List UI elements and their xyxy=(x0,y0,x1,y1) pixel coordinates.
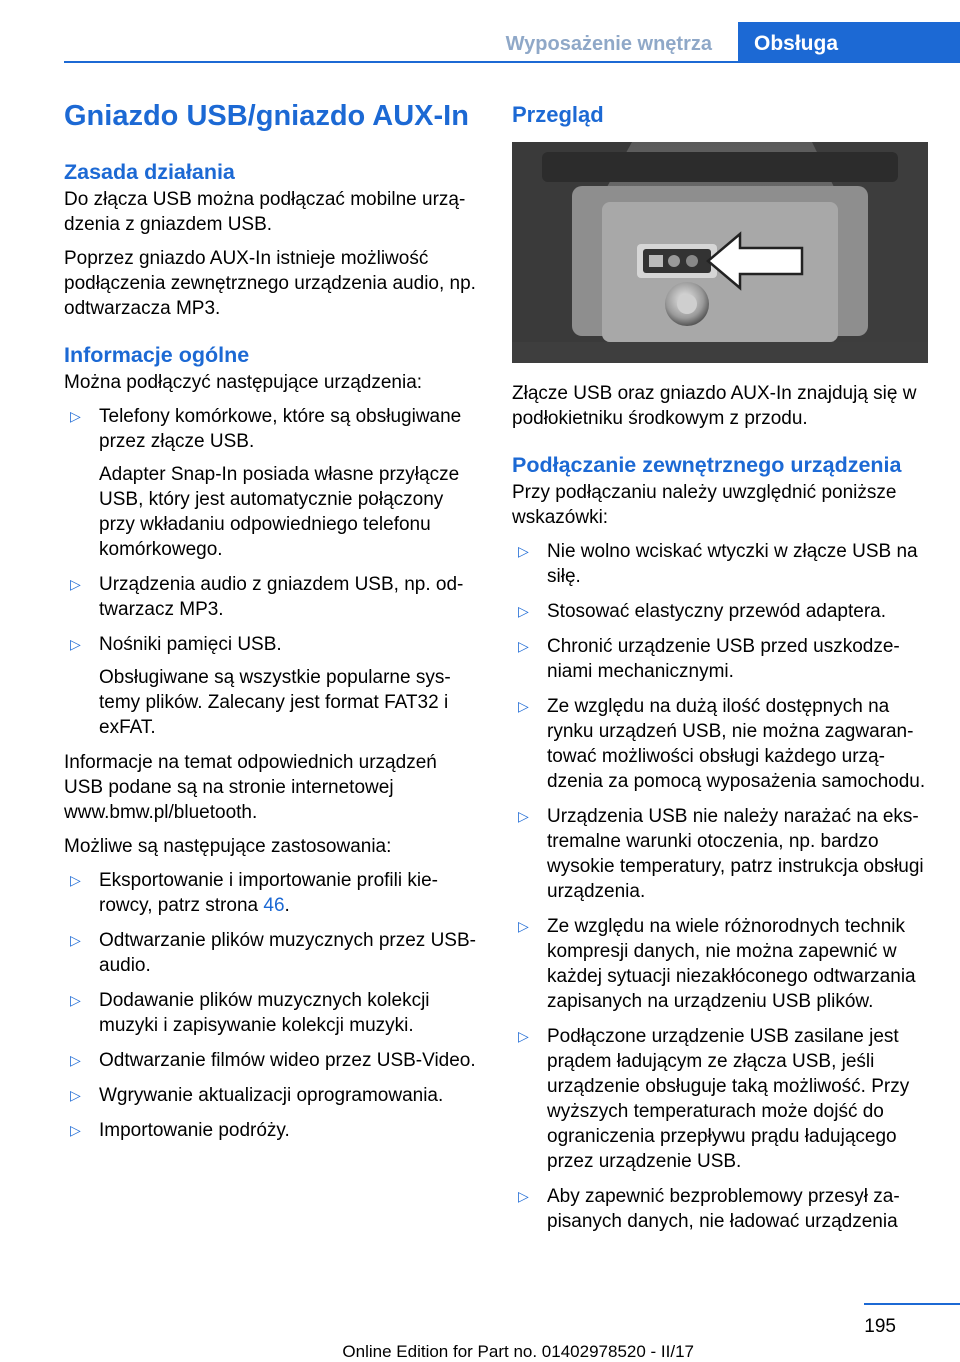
bullet-triangle-icon: ▷ xyxy=(70,408,81,424)
list-item xyxy=(64,1118,478,1143)
heading-general-info: Informacje ogólne xyxy=(64,343,250,367)
bullet-triangle-icon: ▷ xyxy=(70,1052,81,1068)
list-item xyxy=(512,1024,928,1174)
page-number: 195 xyxy=(864,1316,896,1337)
bullet-triangle-icon: ▷ xyxy=(518,1028,529,1044)
left-column xyxy=(64,100,478,1153)
list-item xyxy=(64,988,478,1038)
list-item-text: Dodawanie plików muzycznych kolekcji muzyki i zapisywanie kolekcji muzyki. xyxy=(99,990,430,1036)
usb-aux-port-photo xyxy=(512,142,928,363)
list-item xyxy=(64,1083,478,1108)
bullet-triangle-icon: ▷ xyxy=(518,638,529,654)
bullet-triangle-icon: ▷ xyxy=(70,636,81,652)
list-item-text: Urządzenia USB nie należy narażać na ekstremalne warunki otoczenia, np. bardzo wysokie temperatury, patrz instrukcja obsługi urządzenia. xyxy=(547,806,924,902)
list-item-end: . xyxy=(284,895,290,916)
general-intro: Można podłączyć następujące urządzenia: xyxy=(64,372,423,393)
edition-note: Online Edition for Part no. 01402978520 - II/17 xyxy=(342,1342,694,1361)
list-item-text: Wgrywanie aktualizacji oprogramowania. xyxy=(99,1085,444,1106)
list-item xyxy=(64,928,478,978)
heading-principle: Zasada działania xyxy=(64,160,235,184)
principle-paragraph-1: Do złącza USB można podłączać mobilne urządzenia z gniazdem USB. xyxy=(64,189,466,235)
list-item-text: Urządzenia audio z gniazdem USB, np. odtwarzacz MP3. xyxy=(99,574,464,620)
list-item-text: Importowanie podróży. xyxy=(99,1120,290,1141)
tips-list xyxy=(512,539,928,1234)
connect-intro: Przy podłączaniu należy uwzględnić poniższe wskazówki: xyxy=(512,482,897,528)
bullet-triangle-icon: ▷ xyxy=(518,603,529,619)
list-item xyxy=(64,868,478,918)
list-item xyxy=(64,404,478,562)
list-item xyxy=(512,539,928,589)
device-list xyxy=(64,404,478,740)
list-item-text: Eksportowanie i importowanie profili kierowcy, patrz strona xyxy=(99,870,438,916)
bullet-triangle-icon: ▷ xyxy=(70,1087,81,1103)
list-item xyxy=(512,694,928,794)
list-item xyxy=(64,632,478,740)
page-reference-link[interactable]: 46 xyxy=(263,895,285,916)
heading-overview: Przegląd xyxy=(512,102,604,127)
header-tab-label: Obsługa xyxy=(738,22,960,63)
header-rule xyxy=(64,61,960,63)
list-item-text: Nośniki pamięci USB. xyxy=(99,634,282,655)
bullet-triangle-icon: ▷ xyxy=(70,576,81,592)
bullet-triangle-icon: ▷ xyxy=(70,992,81,1008)
bullet-triangle-icon: ▷ xyxy=(518,808,529,824)
photo-caption: Złącze USB oraz gniazdo AUX-In znajdują się w podłokietniku środkowym z przodu. xyxy=(512,383,917,429)
principle-paragraph-2: Poprzez gniazdo AUX-In istnieje możliwość podłączenia zewnętrznego urządzenia audio, np. odtwarzacza MP3. xyxy=(64,248,476,319)
page-title: Gniazdo USB/gniazdo AUX-In xyxy=(64,100,469,132)
bullet-triangle-icon: ▷ xyxy=(518,543,529,559)
list-item xyxy=(512,914,928,1014)
applications-list xyxy=(64,868,478,1143)
applications-intro: Możliwe są następujące zastosowania: xyxy=(64,836,392,857)
list-item-text: Aby zapewnić bezproblemowy przesył zapisanych danych, nie ładować urządzenia xyxy=(547,1186,900,1232)
list-item-text: Nie wolno wciskać wtyczki w złącze USB na siłę. xyxy=(547,541,918,587)
bullet-triangle-icon: ▷ xyxy=(70,1122,81,1138)
list-item-note: Obsługiwane są wszystkie popularne systemy plików. Zalecany jest format FAT32 i exFAT. xyxy=(99,667,451,738)
bullet-triangle-icon: ▷ xyxy=(70,932,81,948)
info-paragraph: Informacje na temat odpowiednich urządzeń USB podane są na stronie internetowej www.bmw.pl/bluetooth. xyxy=(64,752,437,823)
header-section-title: Wyposażenie wnętrza xyxy=(505,33,712,55)
bullet-triangle-icon: ▷ xyxy=(518,698,529,714)
list-item xyxy=(512,634,928,684)
bullet-triangle-icon: ▷ xyxy=(518,1188,529,1204)
list-item-note: Adapter Snap-In posiada własne przyłącze USB, który jest automatycznie połączony przy wkładaniu odpowiedniego telefonu komórkowego. xyxy=(99,464,460,560)
list-item xyxy=(512,599,928,624)
list-item xyxy=(512,1184,928,1234)
list-item xyxy=(64,572,478,622)
list-item-text: Telefony komórkowe, które są obsługiwane przez złącze USB. xyxy=(99,406,462,452)
list-item-text: Ze względu na dużą ilość dostępnych na rynku urządzeń USB, nie można zagwarantować możliwości obsługi każdego urządzenia za pomocą wyposażenia samochodu. xyxy=(547,696,926,792)
list-item-text: Odtwarzanie filmów wideo przez USB-Video. xyxy=(99,1050,476,1071)
list-item-text: Chronić urządzenie USB przed uszkodzeniami mechanicznymi. xyxy=(547,636,900,682)
right-column xyxy=(512,100,928,1244)
list-item-text: Stosować elastyczny przewód adaptera. xyxy=(547,601,887,622)
list-item xyxy=(512,804,928,904)
list-item-text: Podłączone urządzenie USB zasilane jest prądem ładującym ze złącza USB, jeśli urządzenie obsługuje taką możliwość. Przy wyższych temperaturach może dojść do ograniczenia przepływu prądu ładującego przez urządzenie USB. xyxy=(547,1026,910,1172)
list-item xyxy=(64,1048,478,1073)
bullet-triangle-icon: ▷ xyxy=(518,918,529,934)
list-item-text: Odtwarzanie plików muzycznych przez USB-audio. xyxy=(99,930,476,976)
heading-connect-device: Podłączanie zewnętrznego urządzenia xyxy=(512,453,902,477)
list-item-text: Ze względu na wiele różnorodnych technik kompresji danych, nie można zapewnić w każdej sytuacji niezakłóconego odtwarzania zapisanych na urządzeniu USB plików. xyxy=(547,916,916,1012)
bullet-triangle-icon: ▷ xyxy=(70,872,81,888)
footer-rule xyxy=(864,1303,960,1305)
